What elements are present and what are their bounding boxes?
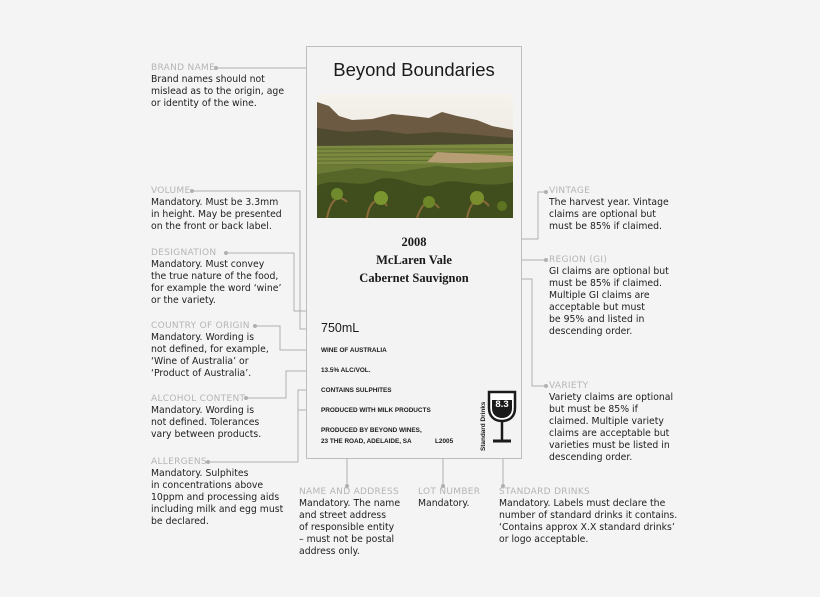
annotation-text: Mandatory. The name and street address of responsible entity – must not be postal address only.: [299, 498, 401, 557]
annotation-vintage: [549, 185, 669, 233]
wine-label: [306, 46, 522, 459]
annotation-text: Mandatory. Wording is not defined. Tolerances vary between products.: [151, 405, 262, 440]
vintage: 2008: [401, 235, 427, 249]
annotation-text: Mandatory. Sulphites in concentrations above 10ppm and processing aids including milk and egg must be declared.: [151, 468, 284, 527]
producer-name: PRODUCED BY BEYOND WINES,: [321, 427, 422, 434]
annotation-brand-name: [151, 62, 284, 110]
annotation-title: VARIETY: [549, 381, 589, 391]
annotation-title: VINTAGE: [549, 186, 591, 196]
annotation-text: Mandatory. Labels must declare the number of standard drinks it contains. ‘Contains approx X.X standard drinks’ or logo acceptable.: [499, 498, 678, 545]
annotation-title: ALLERGENS: [151, 457, 207, 467]
region: McLaren Vale: [376, 253, 452, 267]
annotation-text: Mandatory. Wording is not defined, for example, ‘Wine of Australia’ or ‘Product of Australia’.: [151, 332, 269, 379]
annotation-standard-drinks: [499, 486, 677, 546]
annotation-alcohol-content: [151, 393, 261, 441]
annotation-title: COUNTRY OF ORIGIN: [151, 321, 250, 331]
annotation-title: NAME AND ADDRESS: [299, 487, 400, 497]
producer-address: 23 THE ROAD, ADELAIDE, SA: [321, 438, 412, 445]
annotation-title: VOLUME: [151, 186, 191, 196]
annotation-designation: [151, 247, 281, 307]
annotation-text: GI claims are optional but must be 85% if claimed. Multiple GI claims are acceptable but must be 95% and listed in descending order.: [549, 266, 669, 337]
standard-drinks-value: 8.3: [495, 399, 509, 410]
brand-name: Beyond Boundaries: [333, 59, 495, 80]
annotation-title: LOT NUMBER: [418, 487, 481, 497]
annotation-title: ALCOHOL CONTENT: [151, 394, 246, 404]
annotation-lot-number: [418, 486, 480, 510]
alcohol-content: 13.5% ALC/VOL.: [321, 367, 371, 374]
annotation-text: Brand names should not mislead as to the origin, age or identity of the wine.: [151, 74, 285, 109]
standard-drinks-text: Standard Drinks: [480, 401, 487, 451]
lot-number: L2005: [435, 438, 454, 445]
country-of-origin: WINE OF AUSTRALIA: [321, 347, 387, 354]
annotation-title: BRAND NAME: [151, 63, 216, 73]
vineyard-photo: [317, 94, 513, 218]
annotation-name-and-address: [299, 486, 400, 558]
variety: Cabernet Sauvignon: [359, 271, 469, 285]
annotation-country-of-origin: [151, 320, 269, 380]
annotation-title: REGION (GI): [549, 255, 608, 265]
annotation-text: Mandatory. Must be 3.3mm in height. May be presented on the front or back label.: [151, 197, 282, 232]
volume: 750mL: [321, 321, 360, 335]
annotation-region: [549, 254, 669, 338]
annotation-text: Variety claims are optional but must be 85% if claimed. Multiple variety claims are acceptable but varieties must be listed in descending order.: [549, 392, 674, 463]
annotation-text: The harvest year. Vintage claims are optional but must be 85% if claimed.: [549, 197, 669, 232]
allergen-sulphites: CONTAINS SULPHITES: [321, 387, 392, 394]
annotation-text: Mandatory. Must convey the true nature of the food, for example the word ‘wine’ or the variety.: [151, 259, 282, 306]
annotation-variety: [549, 380, 673, 464]
annotation-volume: [151, 185, 282, 233]
allergen-milk: PRODUCED WITH MILK PRODUCTS: [321, 407, 431, 414]
annotation-title: STANDARD DRINKS: [499, 487, 591, 497]
annotation-allergens: [151, 456, 283, 528]
annotation-text: Mandatory.: [418, 498, 470, 509]
annotation-title: DESIGNATION: [151, 248, 217, 258]
